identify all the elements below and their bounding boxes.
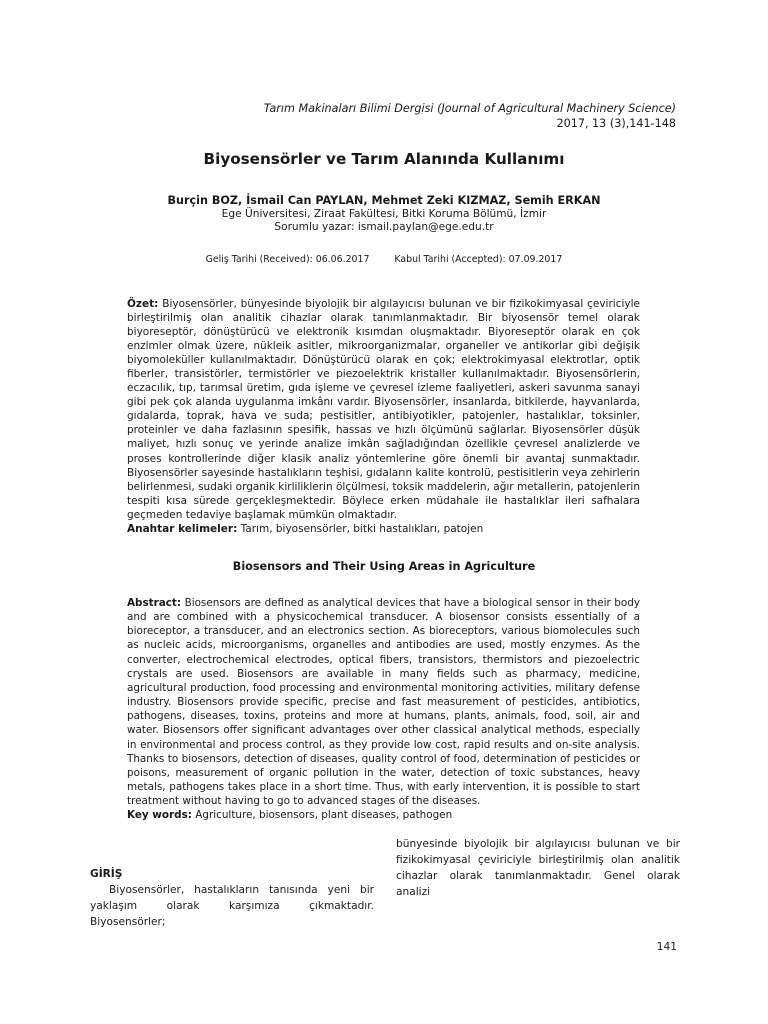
journal-name: Tarım Makinaları Bilimi Dergisi (Journal of Agricultural Machinery Science) — [263, 102, 676, 115]
body-right-column — [396, 836, 680, 900]
journal-header — [264, 101, 676, 131]
submission-dates — [0, 254, 768, 265]
english-abstract — [127, 596, 640, 823]
english-abstract-text: Biosensors are defined as analytical devices that have a biological sensor in their body and are combined with a physicochemical transducer. A biosensor consists essentially of a bioreceptor, a transducer, and an electronics section. As bioreceptors, various biomolecules such as nucleic acids, microorganisms, organelles and antibodies are used, mostly enzymes. As the converter, electrochemical electrodes, optical fibers, transistors, thermistors and piezoelectric crystals are used. Biosensors are available in many fields such as pharmacy, medicine, agricultural production, food processing and environmental monitoring activities, military defense industry. Biosensors provide specific, precise and fast measurement of pesticides, antibiotics, pathogens, diseases, toxins, proteins and more at humans, plants, animals, food, soil, air and water. Biosensors offer significant advantages over other classical analytical methods, especially in environmental and process control, as they provide low cost, rapid results and on-site analysis. Thanks to biosensors, detection of diseases, quality control of food, determination of pesticides or poisons, measurement of organic pollution in the water, detection of toxic substances, heavy metals, pathogens takes place in a short time. Thus, with early intervention, it is possible to start treatment without having to go to advanced stages of the diseases. — [127, 597, 640, 808]
page-number: 141 — [656, 941, 677, 953]
author-list: Burçin BOZ, İsmail Can PAYLAN, Mehmet Zeki KIZMAZ, Semih ERKAN — [167, 194, 601, 207]
affiliation-block — [0, 208, 768, 234]
turkish-keywords — [127, 522, 640, 536]
affiliation: Ege Üniversitesi, Ziraat Fakültesi, Bitki Koruma Bölümü, İzmir — [221, 208, 547, 220]
turkish-keywords-text: Tarım, biyosensörler, bitki hastalıkları, patojen — [240, 522, 484, 535]
accepted-date: Kabul Tarihi (Accepted): 07.09.2017 — [394, 254, 563, 265]
intro-heading: GİRİŞ — [90, 868, 123, 880]
turkish-abstract — [127, 297, 640, 536]
corresponding-author: Sorumlu yazar: ismail.paylan@ege.edu.tr — [274, 221, 494, 233]
english-keywords-label: Key words: — [127, 809, 192, 822]
received-date: Geliş Tarihi (Received): 06.06.2017 — [205, 254, 370, 265]
turkish-abstract-label: Özet: — [127, 298, 159, 310]
paper-title: Biyosensörler ve Tarım Alanında Kullanımı — [203, 150, 565, 168]
left-column-text: Biyosensörler, hastalıkların tanısında yeni bir yaklaşım olarak karşımıza çıkmaktadır. Biyosensörler; — [90, 884, 374, 928]
turkish-abstract-text: Biyosensörler, bünyesinde biyolojik bir algılayıcısı bulunan ve bir fizikokimyasal çeviriciyle birleştirilmiş olan analitik cihazlar olarak tanımlanmaktadır. Bir biyosensör temel olarak biyoreseptör, dönüştürücü ve elektronik kısımdan oluşmaktadır. Biyoreseptör olarak en çok enzimler olmak üzere, nükleik asitler, mikroorganizmalar, organeller ve antikorlar gibi değişik biyomoleküller kullanılmaktadır. Dönüştürücü olarak en çok; elektrokimyasal elektrotlar, optik fiberler, transistörler, termistörler ve piezoelektrik kristaller kullanılmaktadır. Biyosensörlerin, eczacılık, tıp, tarımsal üretim, gıda işleme ve çevresel izleme faaliyetleri, askeri savunma sanayi gibi pek çok alanda uygulanma imkânı vardır. Biyosensörler, insanlarda, bitkilerde, hayvanlarda, gıdalarda, toprak, hava ve suda; pestisitler, antibiyotikler, patojenler, hastalıklar, toksinler, proteinler ve daha fazlasının spesifik, hassas ve hızlı ölçümünü sağlarlar. Biyosensörler düşük maliyet, hızlı sonuç ve yerinde analize imkân sağladığından özellikle çevresel analizlerde ve proses kontrollerinde diğer klasik analiz yöntemlerine göre önemli bir avantaj sunmaktadır. Biyosensörler sayesinde hastalıkların teşhisi, gıdaların kalite kontrolü, pestisitlerin veya zehirlerin belirlenmesi, sudaki organik kirliliklerin ölçülmesi, toksik maddelerin, ağır metallerin, patojenlerin tespiti kısa sürede gerçekleşmektedir. Böylece erken müdahale ile hastalıklar ileri safhalara geçmeden tedaviye başlamak mümkün olmaktadır. — [127, 298, 640, 521]
turkish-keywords-label: Anahtar kelimeler: — [127, 522, 238, 535]
right-column-text: bünyesinde biyolojik bir algılayıcısı bulunan ve bir fizikokimyasal çeviriciyle birleştirilmiş olan analitik cihazlar olarak tanımlanmaktadır. Genel olarak analizi — [396, 838, 680, 898]
english-abstract-label: Abstract: — [127, 597, 182, 609]
english-title: Biosensors and Their Using Areas in Agriculture — [232, 560, 536, 573]
body-left-column — [90, 866, 374, 930]
english-keywords — [127, 808, 640, 822]
journal-issue: 2017, 13 (3),141-148 — [556, 117, 676, 130]
english-keywords-text: Agriculture, biosensors, plant diseases, pathogen — [195, 809, 453, 822]
